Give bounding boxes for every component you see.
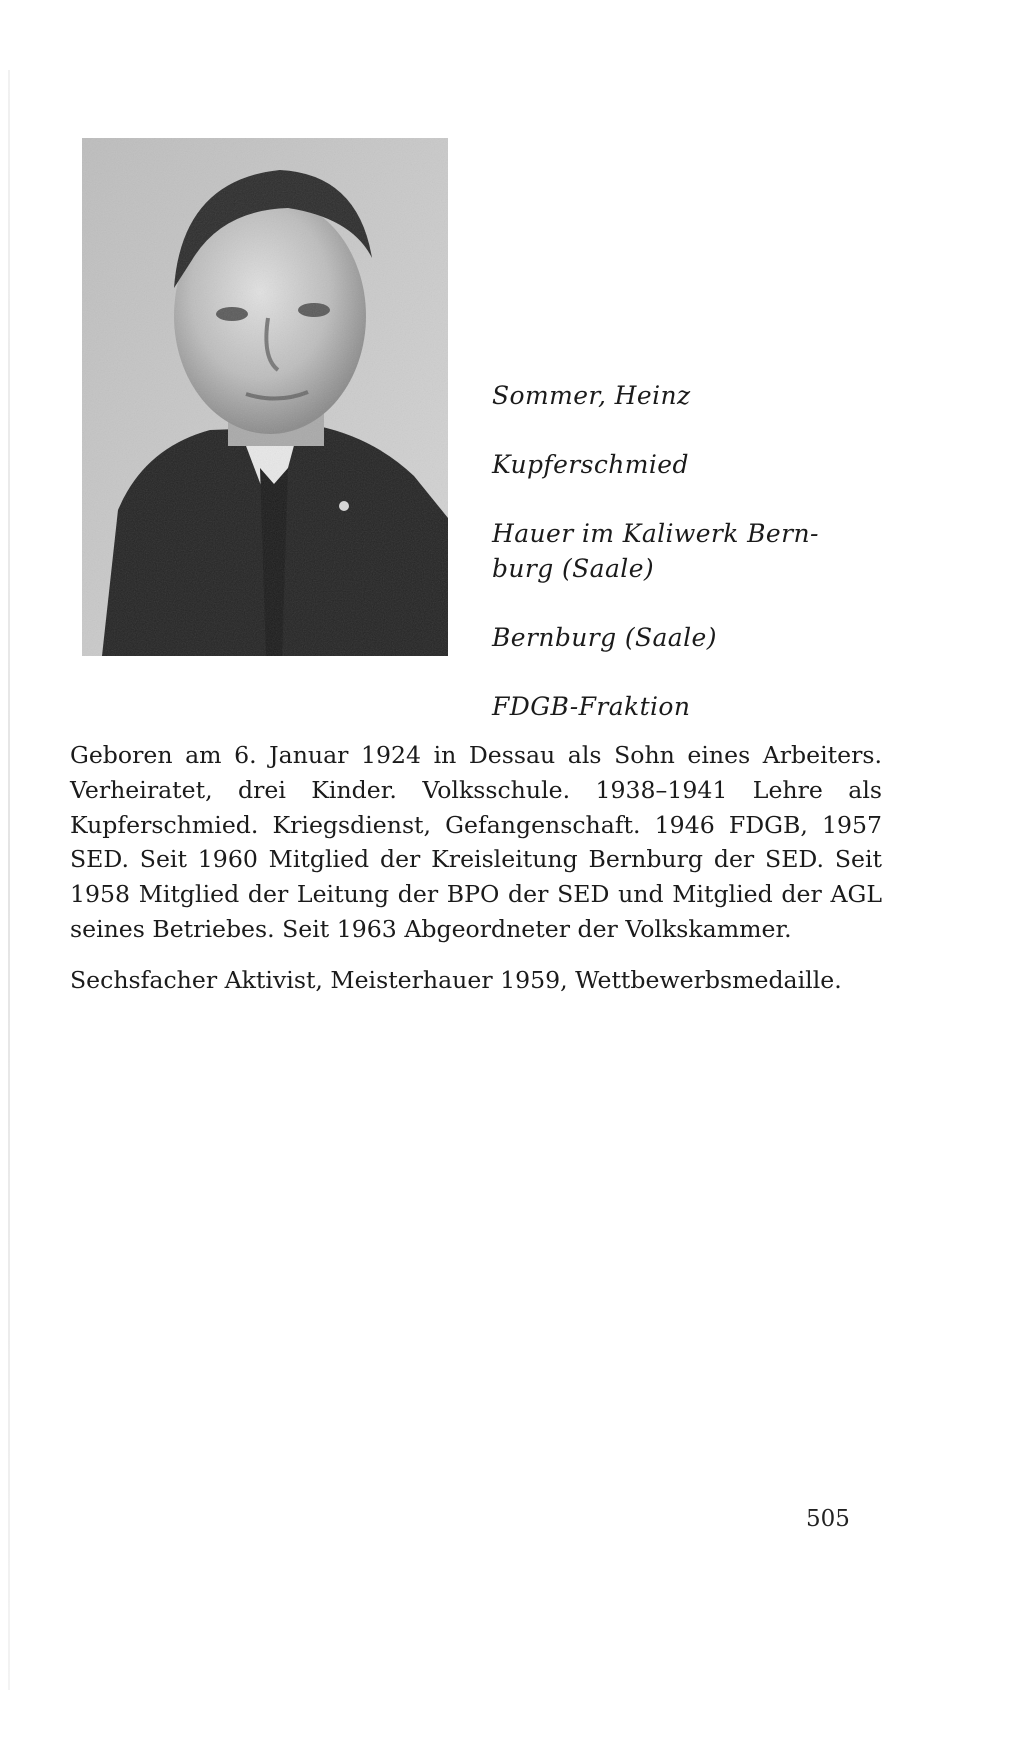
entry-meta [492,378,892,758]
workplace-line: Hauer im Kaliwerk Bern- [492,519,819,548]
honors-paragraph: Sechsfacher Aktivist, Meisterhauer 1959, Wettbewerbsmedaille. [70,965,842,994]
person-name: Sommer, Heinz [492,381,691,410]
portrait-image [82,138,448,656]
profession: Kupferschmied [492,450,689,479]
page-edge [8,70,10,1690]
biography [70,738,882,1014]
workplace-line: burg (Saale) [492,554,655,583]
biography-paragraph: Geboren am 6. Januar 1924 in Dessau als Sohn eines Arbeiters. Verheiratet, drei Kinder. Volksschule. 1938–1941 Lehre als Kupferschmied. Kriegsdienst, Gefangenschaft. 1946 FDGB, 1957 SED. Seit 1960 Mitglied der Kreisleitung Bernburg der SED. Seit 1958 Mitglied der Leitung der BPO der SED und Mitglied der AGL seines Betriebes. Seit 1963 Abgeordneter der Volkskammer. [70,741,882,943]
page-number: 505 [806,1506,850,1532]
constituency: Bernburg (Saale) [492,623,717,652]
portrait-photo [82,138,448,656]
faction: FDGB-Fraktion [492,692,691,721]
workplace [492,516,872,586]
